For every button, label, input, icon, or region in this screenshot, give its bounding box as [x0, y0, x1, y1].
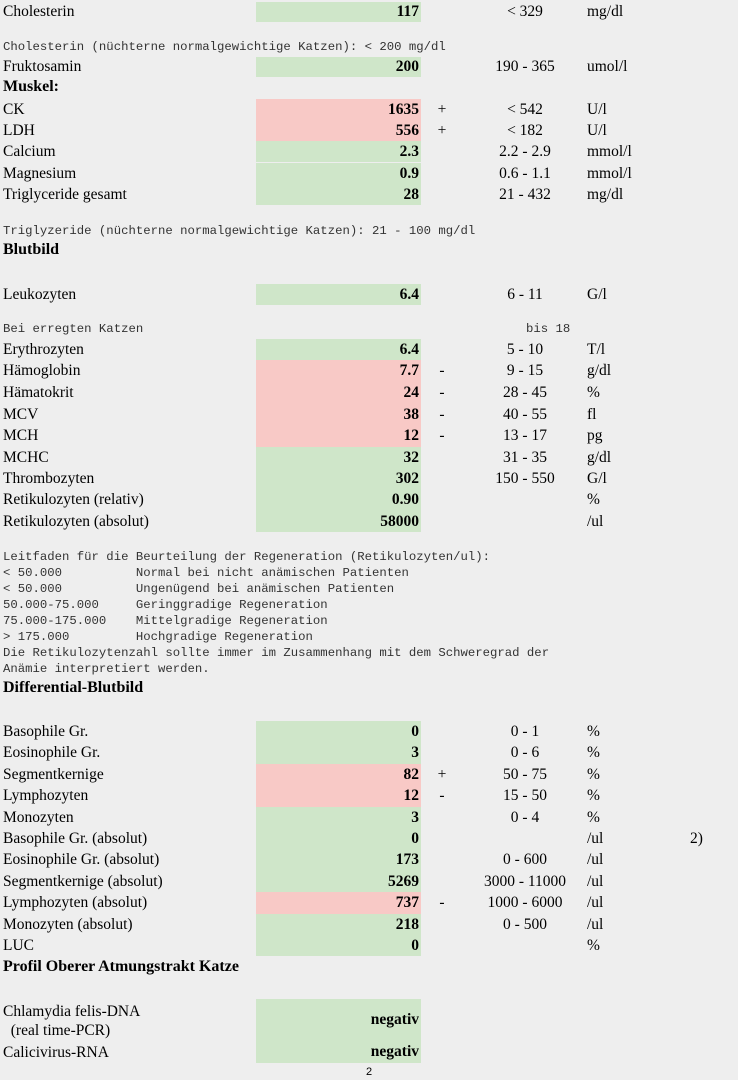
result-value: 737	[256, 892, 421, 914]
test-name: Hämoglobin	[3, 362, 81, 379]
unit: g/dl	[587, 449, 612, 466]
result-value: 302	[256, 468, 421, 489]
reference-range: 31 - 35	[503, 449, 547, 466]
result-value: 2.3	[256, 141, 421, 162]
reference-range: 50 - 75	[503, 766, 547, 783]
result-value: 0	[256, 721, 421, 742]
test-name: Leukozyten	[3, 286, 77, 303]
result-value: 0.9	[256, 163, 421, 184]
unit: /ul	[587, 894, 604, 911]
result-row	[0, 511, 738, 532]
result-row	[0, 742, 738, 764]
result-value: 38	[256, 404, 421, 425]
abnormal-flag: -	[439, 406, 445, 423]
test-name: Eosinophile Gr. (absolut)	[3, 851, 160, 868]
page-number: 2	[365, 1066, 373, 1078]
remark-text: Bei erregten Katzen	[3, 322, 144, 336]
test-name: Eosinophile Gr.	[3, 744, 101, 761]
unit: %	[587, 937, 600, 954]
result-row	[0, 382, 738, 404]
result-row	[0, 871, 738, 892]
result-row	[0, 849, 738, 871]
test-name: Monozyten	[3, 809, 74, 826]
unit: %	[587, 744, 600, 761]
result-value: 3	[256, 807, 421, 828]
unit: U/l	[587, 122, 607, 139]
abnormal-flag: -	[439, 362, 445, 379]
test-name: Basophile Gr.	[3, 723, 89, 740]
section-heading: Profil Oberer Atmungstrakt Katze	[3, 958, 239, 975]
test-name: Cholesterin	[3, 3, 75, 20]
test-name: Monozyten (absolut)	[3, 916, 133, 933]
test-name: CK	[3, 101, 25, 118]
result-value: 6.4	[256, 339, 421, 360]
reference-range: 3000 - 11000	[483, 873, 567, 890]
result-row	[0, 807, 738, 828]
result-value: 0.90	[256, 489, 421, 511]
test-name: Erythrozyten	[3, 341, 84, 358]
unit: %	[587, 384, 600, 401]
unit: %	[587, 723, 600, 740]
unit: U/l	[587, 101, 607, 118]
result-row	[0, 785, 738, 807]
test-name: Fruktosamin	[3, 58, 82, 75]
test-name: Lymphozyten	[3, 787, 89, 804]
unit: G/l	[587, 286, 607, 303]
unit: umol/l	[587, 58, 628, 75]
result-row	[0, 828, 738, 849]
remark-text: Cholesterin (nüchterne normalgewichtige Katzen): < 200 mg/dl	[3, 40, 446, 54]
unit: g/dl	[587, 362, 612, 379]
abnormal-flag: -	[439, 787, 445, 804]
section-heading: Blutbild	[3, 241, 60, 258]
remark-text: Leitfaden für die Beurteilung der Regeneration (Retikulozyten/ul): < 50.000 Normal bei nicht anämischen Patienten < 50.000 Ungenügend bei anämischen Patienten 50.000-75.000 Geringgradige Regeneration 75.000-175.000 Mittelgradige Regeneration > 175.000 Hochgradige Regeneration Die Retikulozytenzahl sollte immer im Zusammenhang mit dem Schweregrad der Anämie interpretiert werden.	[3, 550, 550, 676]
reference-range: 0 - 4	[510, 809, 540, 826]
reference-range: 21 - 432	[499, 186, 551, 203]
result-row	[0, 339, 738, 360]
unit: /ul	[587, 851, 604, 868]
test-name: MCV	[3, 406, 39, 423]
unit: fl	[587, 406, 597, 423]
unit: mmol/l	[587, 165, 632, 182]
result-value: 12	[256, 785, 421, 807]
result-value: 24	[256, 382, 421, 404]
result-value: 0	[256, 935, 421, 956]
reference-range: 9 - 15	[506, 362, 544, 379]
unit: mg/dl	[587, 3, 624, 20]
unit: mg/dl	[587, 186, 624, 203]
reference-range: 15 - 50	[503, 787, 547, 804]
reference-range: 28 - 45	[503, 384, 547, 401]
result-value: 218	[256, 914, 421, 935]
result-row	[0, 468, 738, 489]
reference-range: 0 - 500	[503, 916, 547, 933]
reference-range: 150 - 550	[495, 470, 555, 487]
result-row	[0, 163, 738, 184]
section-heading: Muskel:	[3, 78, 59, 95]
pcr-result-row	[0, 1041, 738, 1063]
result-value: 12	[256, 425, 421, 447]
test-name: Lymphozyten (absolut)	[3, 894, 148, 911]
result-value: 5269	[256, 871, 421, 892]
test-name: Triglyceride gesamt	[3, 186, 127, 203]
unit: pg	[587, 427, 603, 444]
result-value: 0	[256, 828, 421, 849]
test-name: LDH	[3, 122, 35, 139]
reference-range: 13 - 17	[503, 427, 547, 444]
unit: %	[587, 491, 600, 508]
abnormal-flag: -	[439, 384, 445, 401]
test-name: Segmentkernige	[3, 766, 104, 783]
unit: mmol/l	[587, 143, 632, 160]
section-heading: Differential-Blutbild	[3, 679, 144, 696]
result-row	[0, 489, 738, 511]
result-row	[0, 360, 738, 382]
reference-range: 40 - 55	[503, 406, 547, 423]
result-value: 556	[256, 120, 421, 141]
result-row	[0, 99, 738, 120]
reference-range: 1000 - 6000	[487, 894, 563, 911]
result-row	[0, 447, 738, 468]
reference-range: 190 - 365	[495, 58, 555, 75]
result-row	[0, 2, 738, 22]
result-row	[0, 764, 738, 785]
footnote-marker: 2)	[690, 830, 703, 847]
test-name: Magnesium	[3, 165, 77, 182]
remark-text: bis 18	[526, 322, 571, 336]
result-value: 58000	[256, 511, 421, 532]
reference-range: < 182	[507, 122, 543, 139]
result-value: negativ	[256, 999, 421, 1041]
result-row	[0, 935, 738, 956]
reference-range: 6 - 11	[507, 286, 543, 303]
abnormal-flag: +	[437, 766, 447, 783]
unit: G/l	[587, 470, 607, 487]
result-row	[0, 892, 738, 914]
reference-range: 0 - 1	[510, 723, 540, 740]
test-name: Retikulozyten (relativ)	[3, 491, 144, 508]
result-value: 3	[256, 742, 421, 764]
result-row	[0, 57, 738, 77]
unit: %	[587, 766, 600, 783]
reference-range: < 542	[507, 101, 543, 118]
unit: /ul	[587, 513, 604, 530]
reference-range: 0.6 - 1.1	[499, 165, 551, 182]
abnormal-flag: -	[439, 894, 445, 911]
abnormal-flag: +	[437, 101, 447, 118]
test-name: MCHC	[3, 449, 49, 466]
unit: %	[587, 787, 600, 804]
test-name: Calcium	[3, 143, 56, 160]
result-value: 200	[256, 57, 421, 77]
unit: /ul	[587, 830, 604, 847]
result-value: 32	[256, 447, 421, 468]
result-row	[0, 425, 738, 447]
reference-range: 0 - 6	[510, 744, 540, 761]
test-name: Thrombozyten	[3, 470, 95, 487]
test-name: Chlamydia felis-DNA (real time-PCR)	[3, 1003, 141, 1039]
result-value: negativ	[256, 1041, 421, 1063]
unit: %	[587, 809, 600, 826]
result-value: 82	[256, 764, 421, 785]
result-value: 1635	[256, 99, 421, 120]
abnormal-flag: +	[437, 122, 447, 139]
result-value: 6.4	[256, 284, 421, 305]
result-row	[0, 184, 738, 205]
result-value: 28	[256, 184, 421, 205]
test-name: MCH	[3, 427, 39, 444]
result-value: 117	[256, 2, 421, 22]
unit: /ul	[587, 873, 604, 890]
result-row	[0, 914, 738, 935]
test-name: Hämatokrit	[3, 384, 74, 401]
reference-range: 5 - 10	[506, 341, 544, 358]
unit: /ul	[587, 916, 604, 933]
result-row	[0, 721, 738, 742]
abnormal-flag: -	[439, 427, 445, 444]
test-name: Segmentkernige (absolut)	[3, 873, 163, 890]
reference-range: 2.2 - 2.9	[499, 143, 551, 160]
test-name: Basophile Gr. (absolut)	[3, 830, 148, 847]
result-row	[0, 141, 738, 162]
result-value: 7.7	[256, 360, 421, 382]
reference-range: < 329	[507, 3, 543, 20]
pcr-result-row	[0, 999, 738, 1041]
remark-text: Triglyzeride (nüchterne normalgewichtige Katzen): 21 - 100 mg/dl	[3, 224, 476, 238]
test-name: Calicivirus-RNA	[3, 1044, 109, 1061]
result-row	[0, 404, 738, 425]
result-value: 173	[256, 849, 421, 871]
result-row	[0, 120, 738, 141]
unit: T/l	[587, 341, 606, 358]
test-name: Retikulozyten (absolut)	[3, 513, 149, 530]
test-name: LUC	[3, 937, 34, 954]
result-row	[0, 284, 738, 305]
reference-range: 0 - 600	[503, 851, 547, 868]
